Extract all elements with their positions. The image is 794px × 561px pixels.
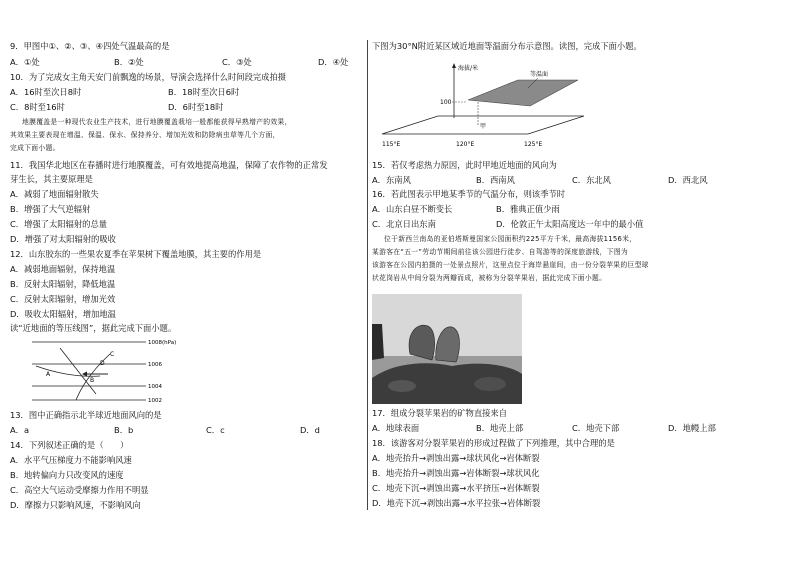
mulch-passage-line-1: 地膜覆盖是一种现代农业生产技术，进行地膜覆盖栽培一般都能获得早熟增产的效果， — [22, 118, 292, 126]
mulch-passage-line-2: 其效果主要表现在增温、保温、保水、保持养分、增加光效和防除病虫草等几个方面， — [10, 131, 280, 139]
isotherm-diagram — [378, 58, 588, 158]
isotherm-label: 等温面 — [530, 71, 549, 78]
column-divider — [367, 40, 368, 510]
point-jia-label: 甲 — [480, 123, 487, 130]
q15-option-b: B．西南风 — [476, 175, 515, 185]
rock-passage-line-1: 位于新西兰南岛的亚伯塔斯曼国家公园面积约225平方千米，最高海拔1156米， — [384, 235, 637, 243]
q13-stem: 13．图中正确指示北半球近地面风向的是 — [10, 410, 162, 420]
q9-stem: 9．甲图中①、②、③、④四处气温最高的是 — [10, 41, 170, 51]
q16-option-c: C．北京日出东南 — [372, 219, 436, 229]
longitude-120: 120°E — [456, 141, 475, 148]
label-a: A — [46, 371, 51, 378]
q10-stem: 10．为了完成女主角天安门前飘逸的场景，导演会选择什么时间段完成拍摄 — [10, 72, 287, 82]
q11-option-b: B．增强了大气逆辐射 — [10, 204, 91, 214]
arrow-head — [452, 63, 456, 68]
photo-boulder — [388, 380, 416, 392]
q18-option-a: A．地壳抬升→剥蚀出露→球状风化→岩体断裂 — [372, 453, 540, 463]
q15-option-a: A．东南风 — [372, 175, 411, 185]
q18-stem: 18．该游客对分裂苹果岩的形成过程做了下列推理，其中合理的是 — [372, 438, 615, 448]
q15-option-c: C．东北风 — [572, 175, 611, 185]
q11-option-c: C．增强了太阳辐射的总量 — [10, 219, 108, 229]
q11-stem-line-2: 芽生长，其主要原理是 — [10, 174, 93, 184]
photo-cliff — [372, 324, 384, 360]
q17-stem: 17．组成分裂苹果岩的矿物直接来自 — [372, 408, 508, 418]
longitude-115: 115°E — [382, 141, 401, 148]
q10-option-a: A．16时至次日8时 — [10, 87, 82, 97]
q9-option-a: A．①处 — [10, 57, 40, 67]
isobar-intro: 读“近地面的等压线图”，据此完成下面小题。 — [10, 323, 177, 333]
q12-option-c: C．反射太阳辐射，增加光效 — [10, 294, 116, 304]
wind-arrow-d — [60, 348, 96, 394]
q14-option-d: D．摩擦力只影响风速，不影响风向 — [10, 500, 141, 510]
q13-option-b: B．b — [114, 425, 134, 435]
mulch-passage-line-3: 完成下面小题。 — [10, 144, 60, 152]
q13-option-a: A．a — [10, 425, 30, 435]
q10-option-d: D．6时至18时 — [168, 102, 224, 112]
longitude-125: 125°E — [524, 141, 543, 148]
isobar-value-1002: 1002 — [148, 398, 162, 404]
q9-option-b: B．②处 — [114, 57, 144, 67]
rock-passage-line-4: 状花岗岩从中间分裂为两瓣而成，被称为分裂苹果岩，据此完成下面小题。 — [372, 274, 607, 282]
q17-option-c: C．地壳下部 — [572, 423, 620, 433]
q10-option-c: C．8时至16时 — [10, 102, 65, 112]
q17-option-a: A．地球表面 — [372, 423, 420, 433]
isobar-diagram — [30, 336, 240, 406]
q17-option-d: D．地幔上部 — [668, 423, 716, 433]
q13-option-d: D．d — [300, 425, 320, 435]
q12-option-a: A．减弱地面辐射，保持地温 — [10, 264, 116, 274]
q17-option-b: B．地壳上部 — [476, 423, 524, 433]
isobar-value-1006: 1006 — [148, 362, 162, 368]
isotherm-intro: 下图为30°N附近某区域近地面等温面分布示意图。读图，完成下面小题。 — [372, 41, 642, 51]
q14-stem: 14．下列叙述正确的是（ ） — [10, 440, 129, 450]
q14-option-a: A．水平气压梯度力不能影响风速 — [10, 455, 132, 465]
isobar-value-1004: 1004 — [148, 384, 162, 390]
rock-passage-line-2: 某游客在“五一”劳动节期间前往该公园进行徒步、自驾游等的深度旅游线，下图为 — [372, 248, 629, 256]
rock-passage-line-3: 该游客在公园内拍摄的一处景点照片，这里点位于海岸悬崖间，由一份分裂苹果的巨型球 — [372, 261, 649, 269]
q14-option-b: B．地转偏向力只改变风的速度 — [10, 470, 124, 480]
q11-option-d: D．增强了对太阳辐射的吸收 — [10, 234, 116, 244]
q16-stem: 16．若此图表示甲地某季节的气温分布，则该季节时 — [372, 189, 566, 199]
q9-option-d: D．④处 — [318, 57, 349, 67]
left-column — [0, 0, 366, 561]
photo-boulder — [474, 377, 506, 391]
q16-option-b: B．雅典正值少雨 — [496, 204, 560, 214]
label-d: D — [100, 360, 105, 367]
altitude-100: 100 — [440, 99, 452, 106]
q14-option-c: C．高空大气运动受摩擦力作用不明显 — [10, 485, 149, 495]
right-column — [372, 0, 794, 561]
q15-stem: 15．若仅考虑热力原因，此时甲地近地面的风向为 — [372, 160, 557, 170]
q10-option-b: B．18时至次日6时 — [168, 87, 240, 97]
q11-stem-line-1: 11．我国华北地区在春播时进行地膜覆盖，可有效地提高地温，保障了农作物的正常发 — [10, 160, 328, 170]
isobar-value-1008: 1008(hPa) — [148, 340, 177, 346]
isotherm-surface — [468, 80, 578, 106]
label-c: C — [110, 351, 115, 358]
q16-option-d: D．伦敦正午太阳高度达一年中的最小值 — [496, 219, 644, 229]
q12-stem: 12．山东胶东的一些果农夏季在苹果树下覆盖地膜，其主要的作用是 — [10, 249, 262, 259]
altitude-axis-label: 海拔/米 — [458, 65, 479, 72]
label-b: B — [90, 377, 95, 384]
q9-option-c: C．③处 — [222, 57, 252, 67]
q18-option-b: B．地壳抬升→剥蚀出露→岩体断裂→球状风化 — [372, 468, 540, 478]
q12-option-b: B．反射太阳辐射，降低地温 — [10, 279, 116, 289]
q11-option-a: A．减弱了地面辐射散失 — [10, 189, 99, 199]
q18-option-d: D．地壳下沉→剥蚀出露→水平拉张→岩体断裂 — [372, 498, 541, 508]
q13-option-c: C．c — [206, 425, 225, 435]
q12-option-d: D．吸收太阳辐射，增加地温 — [10, 309, 116, 319]
q18-option-c: C．地壳下沉→剥蚀出露→水平挤压→岩体断裂 — [372, 483, 540, 493]
q15-option-d: D．西北风 — [668, 175, 708, 185]
split-apple-rock-photo — [372, 294, 522, 404]
q16-option-a: A．山东白昼不断变长 — [372, 204, 453, 214]
